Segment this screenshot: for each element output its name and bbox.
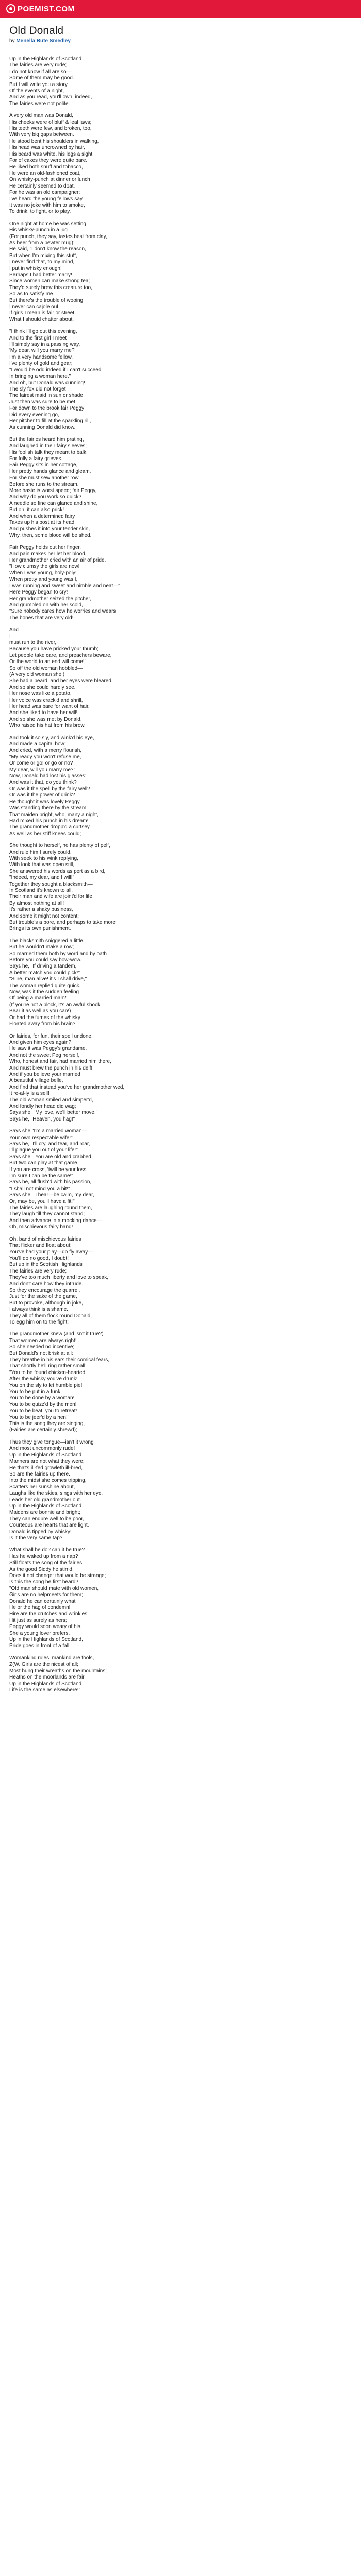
poem-line: And then advance in a mocking dance— xyxy=(9,1217,102,1224)
poem-line: Fair Peggy sits in her cottage, xyxy=(9,462,78,468)
poem-line: Oh, band of mischievous fairies xyxy=(9,1236,81,1242)
poem-line: Just for the sake of the game, xyxy=(9,1294,77,1300)
poem-line: But he wouldn't make a row; xyxy=(9,944,74,951)
poem-line: The woman replied quite quick. xyxy=(9,982,81,989)
poem-line: On whisky-punch at dinner or lunch xyxy=(9,177,90,183)
poem-line: He that's ill-fed growleth ill-bred, xyxy=(9,1465,83,1471)
poem-line: And when a determined fairy xyxy=(9,513,75,519)
poem-line: Is this the song he first heard? xyxy=(9,1579,78,1585)
poem-line: If girls I mean is fair or street, xyxy=(9,310,76,316)
poem-line: Thus they give tongue—isn't it wrong xyxy=(9,1439,94,1445)
poem-line: My dear, will you marry me?" xyxy=(9,767,76,773)
poem-line: By almost nothing at all! xyxy=(9,900,64,906)
poem-line: Says she, "My love, we'll better move." xyxy=(9,1110,98,1116)
poem-line: Did every evening go, xyxy=(9,412,59,418)
poem-line: Was standing there by the stream; xyxy=(9,805,88,811)
poem-line: And if you believe your married xyxy=(9,1071,80,1077)
poem-line: She a young lover prefers. xyxy=(9,1630,70,1636)
poem-line: For of cakes they were quite bare. xyxy=(9,158,88,164)
poem-line: And xyxy=(9,627,19,633)
poem-line: You on the sly to let humble pie! xyxy=(9,1382,83,1388)
poem-stanza xyxy=(9,1655,352,1693)
poem-line: Has he waked up from a nap? xyxy=(9,1553,78,1560)
poem-line: The fairies are very rude; xyxy=(9,1268,67,1274)
poem-stanza xyxy=(9,545,352,621)
poem-line: Their man and wife are joint'd for life xyxy=(9,894,92,900)
poem-line: That shortly he'll ring rather small! xyxy=(9,1363,87,1369)
site-header xyxy=(0,0,361,18)
poem-line: But to provoke, although in joke, xyxy=(9,1300,83,1306)
poem-line: Hire are the crutches and wrinkles, xyxy=(9,1611,89,1617)
poem-line: For she must sew another row xyxy=(9,475,79,481)
poem-line: must run to the river, xyxy=(9,639,57,646)
poem-line: Says he, "I'll cry, and tear, and roar, xyxy=(9,1141,90,1147)
poem-line: Maidens are bonnie and bright; xyxy=(9,1510,80,1516)
poem-line: Leads her old grandmother out. xyxy=(9,1497,81,1503)
poem-byline xyxy=(9,38,352,44)
poem-line: When pretty and young was I, xyxy=(9,577,78,583)
poem-line: I've heard the young fellows say xyxy=(9,196,83,202)
poem-line: I'm a very handsome fellow, xyxy=(9,354,73,360)
poem-line: That maiden bright, who, many a night, xyxy=(9,811,99,818)
poem-line: His beard was white, his legs a sight, xyxy=(9,151,94,157)
poem-line: Her pretty hands glance and gleam, xyxy=(9,468,91,474)
poem-line: I xyxy=(9,633,11,639)
poem-line: I was running and sweet and nimble and neat—" xyxy=(9,583,120,589)
poem-line: Peggy would soon weary of his, xyxy=(9,1624,82,1630)
poem-line: I never find that, to my mind, xyxy=(9,259,75,265)
poem-line: You to be quizz'd by the men! xyxy=(9,1401,77,1408)
poem-line: Just then was sure to be met xyxy=(9,399,75,405)
poem-line: Her grandmother cried with an air of pride, xyxy=(9,557,106,564)
poem-line: And laughed in their fairy sleeves; xyxy=(9,443,87,449)
poem-line: Womankind rules, mankind are fools, xyxy=(9,1655,94,1661)
poem-body xyxy=(9,56,352,1693)
poem-line: She thought to herself, he has plenty of pelf, xyxy=(9,843,110,849)
poem-line: This is the song they are singing, xyxy=(9,1421,85,1427)
poem-line: Perhaps I had better marry! xyxy=(9,272,72,278)
byline-prefix: by xyxy=(9,38,15,44)
poem-line: 'My dear, will you marry me?' xyxy=(9,348,76,354)
poem-line: Together they sought a blacksmith— xyxy=(9,881,93,887)
poem-line: What shall he do? can it be true? xyxy=(9,1547,85,1553)
poem-line: He said, "I don't know the reason, xyxy=(9,246,86,252)
poem-line: What I should chatter about. xyxy=(9,316,74,323)
poem-line: Up in the Highlands of Scotland, xyxy=(9,1637,83,1643)
poem-line: Says he, all flush'd with his passion, xyxy=(9,1179,92,1185)
poem-line: And took it so sly, and wink'd his eye, xyxy=(9,735,94,741)
author-link[interactable]: Menella Bute Smedley xyxy=(16,38,71,44)
poem-stanza xyxy=(9,627,352,730)
poem-line: In Scotland it's known to all, xyxy=(9,887,73,893)
poem-line: They can endure well to be poor, xyxy=(9,1516,85,1522)
poem-line: Of being a married man? xyxy=(9,995,67,1002)
poem-line: Of the events of a night, xyxy=(9,88,64,94)
poem-line: Or had the fumes of the whisky xyxy=(9,1014,80,1021)
poem-line: It's rather a shaky business, xyxy=(9,907,73,913)
poem-line: And some it might not content; xyxy=(9,913,79,919)
poem-line: Or come or go! or go or no? xyxy=(9,760,73,767)
poem-line: Hit just as surely as hers; xyxy=(9,1617,67,1623)
poem-line: It was no joke with him to smoke, xyxy=(9,202,85,208)
poem-line: So as to satisfy me. xyxy=(9,291,55,297)
poem-line: And so she could hardly see. xyxy=(9,684,76,690)
poem-line: A very old man was Donald, xyxy=(9,113,73,119)
poem-line: And oh, but Donald was cunning! xyxy=(9,380,85,386)
poem-line: "Sure, man alive! it's I shall drive," xyxy=(9,976,87,982)
poem-line: To egg him on to the fight; xyxy=(9,1319,69,1325)
poem-line: Says she, "I hear—be calm, my dear, xyxy=(9,1192,94,1198)
site-logo[interactable] xyxy=(6,4,75,13)
poem-line: Donald he can certainly what xyxy=(9,1598,76,1604)
poem-line: "I would be odd indeed if I can't succeed xyxy=(9,367,102,373)
poem-line: Her nose was like a potato, xyxy=(9,691,72,697)
poem-line: I do not know if all are so— xyxy=(9,69,72,75)
poem-line: But two can play at that game. xyxy=(9,1160,79,1166)
poem-line: They laugh till they cannot stand; xyxy=(9,1211,85,1217)
poem-line: They all of them flock round Donald, xyxy=(9,1313,92,1319)
poem-line: So off the old woman hobbled— xyxy=(9,665,83,671)
poem-line: You to be jeer'd by a hen!" xyxy=(9,1414,70,1420)
poem-line: And find that instead you've her grandmother wed, xyxy=(9,1084,125,1090)
poem-line: As well as her stiff knees could; xyxy=(9,831,81,837)
poem-line: You to be beat! you to retreat! xyxy=(9,1408,77,1414)
poem-line: So are the fairies up there. xyxy=(9,1471,70,1477)
poem-line: The fairest maid in sun or shade xyxy=(9,393,83,399)
poem-stanza xyxy=(9,329,352,431)
poem-line: She had a beard, and her eyes were bleared, xyxy=(9,678,113,684)
poem-line: Oh, mischievous fairy band! xyxy=(9,1224,73,1230)
poem-line: And so she was met by Donald, xyxy=(9,716,82,722)
poem-line: "Old man should mate with old women, xyxy=(9,1585,99,1591)
poem-line: Does it not change: that would be strange; xyxy=(9,1573,106,1579)
poem-line: I never can cajole out, xyxy=(9,304,60,310)
poem-line: (If you're not a block, it's an awful shock; xyxy=(9,1002,102,1008)
poem-line: "I shall not mind you a bit!" xyxy=(9,1185,70,1192)
poem-line: Up in the Highlands of Scotland xyxy=(9,56,82,62)
poem-line: But trouble's a bore, and perhaps to take more xyxy=(9,920,116,925)
poem-line: He thought it was lovely Peggy xyxy=(9,799,80,805)
poem-line: He liked both snuff and tobacco, xyxy=(9,164,83,170)
poem-stanza xyxy=(9,221,352,324)
poem-line: As the good Siddy he stirr'd, xyxy=(9,1566,74,1572)
poem-line: The fairies were not polite. xyxy=(9,100,70,107)
poem-line: His whisky-punch in a jug xyxy=(9,227,68,233)
poem-line: And most uncommonly rude! xyxy=(9,1446,75,1452)
poem-line: His head was uncrowned by hair, xyxy=(9,145,85,151)
poem-line: Up in the Highlands of Scotland xyxy=(9,1452,82,1458)
poem-line: Had mixed his punch in his dream! xyxy=(9,818,89,824)
poem-line: A better match you could pick!" xyxy=(9,970,80,976)
poem-line: To drink, to fight, or to play. xyxy=(9,209,71,215)
poem-line: That flicker and float about; xyxy=(9,1243,72,1249)
poem-line: Your own respectable wife!" xyxy=(9,1134,73,1141)
poem-line: I'm sure I can be the same!" xyxy=(9,1173,73,1179)
poem-line: Her voice was crack'd and shrill, xyxy=(9,697,83,703)
poem-line: The fairies are very rude; xyxy=(9,62,67,69)
poem-line: Life is the same as elsewhere!" xyxy=(9,1687,81,1693)
poem-line: The bones that are very old! xyxy=(9,615,74,621)
poem-line: In bringing a woman here." xyxy=(9,374,71,380)
poem-line: Or was it the spell by the fairy well? xyxy=(9,786,90,792)
poem-line: And she liked to have her will! xyxy=(9,710,78,716)
poem-line: For folly a fairy grieves. xyxy=(9,455,63,462)
poem-line: Floated away from his brain? xyxy=(9,1021,76,1027)
poem-line: Or fairies, for fun, their spell undone, xyxy=(9,1033,93,1039)
poem-line: Who, honest and fair, had married him there, xyxy=(9,1059,111,1065)
poem-line: But Donald's not brisk at all: xyxy=(9,1350,73,1357)
poem-line: So married them both by word and by oath xyxy=(9,951,107,957)
poem-line: For down to the brook fair Peggy xyxy=(9,405,85,412)
poem-line: And why do you work so quick? xyxy=(9,494,82,500)
poem-line: Girls are no helpmeets for them; xyxy=(9,1592,83,1598)
poem-line: With look that was open still, xyxy=(9,862,75,868)
poem-line: Some of them may be good. xyxy=(9,75,74,81)
poem-line: He saw it was Peggy's grandame, xyxy=(9,1046,87,1052)
poem-line: Why, then, some blood will be shed. xyxy=(9,532,92,538)
poem-line: Donald is tipped by whisky! xyxy=(9,1529,72,1535)
poem-stanza xyxy=(9,1033,352,1123)
poem-line: You to be done by a woman! xyxy=(9,1395,75,1401)
poem-line: And was it that, do you think? xyxy=(9,779,77,786)
poem-line: He or the hag of condemn! xyxy=(9,1605,71,1611)
poem-line: Still floats the song of the fairies xyxy=(9,1560,83,1566)
poem-line: Says he, "If driving a tandem, xyxy=(9,963,77,970)
poem-line: Says he, "Heaven, you hag!" xyxy=(9,1116,75,1122)
poem-stanza xyxy=(9,1547,352,1650)
poem-line: Laughs like the skies, sings with her eye, xyxy=(9,1490,103,1497)
poem-stanza xyxy=(9,113,352,215)
poem-line: "Sure nobody cares how he worries and wears xyxy=(9,608,116,615)
poem-line: Says she "I'm a married woman— xyxy=(9,1128,87,1134)
poem-line: Scatters her sunshine about, xyxy=(9,1484,75,1490)
poem-line: "How clumsy the girls are now! xyxy=(9,564,80,570)
poem-line: And not the sweet Peg herself, xyxy=(9,1052,80,1058)
poem-line: "My ready you won't refuse me, xyxy=(9,754,81,760)
poem-line: And made a capital bow; xyxy=(9,741,66,748)
poem-line: Her head was bare for want of hair, xyxy=(9,704,90,709)
poem-line: But oh, it can also prick! xyxy=(9,507,64,513)
poem-line: Up in the Highlands of Scotland xyxy=(9,1503,82,1509)
poem-line: I put in whisky enough! xyxy=(9,265,62,272)
poem-line: He were an old-fashioned coat, xyxy=(9,170,81,176)
poem-line: They'd surely brew this creature too, xyxy=(9,284,92,291)
poem-line: The grandmother knew (and isn't it true?) xyxy=(9,1331,104,1337)
poem-line: As beer from a pewter mug); xyxy=(9,240,75,246)
poem-line: And must brew the punch in his delf! xyxy=(9,1065,93,1071)
poem-line: And pushes it into your tender skin, xyxy=(9,526,90,532)
poem-line: Let people take care, and preachers beware, xyxy=(9,652,112,658)
poem-line: I'll plague you out of your life!" xyxy=(9,1147,78,1154)
poem-line: When I was young, holy-poly! xyxy=(9,570,77,576)
poem-line: That women are always right! xyxy=(9,1337,77,1344)
poem-line: Takes up his post at its head, xyxy=(9,520,76,526)
poem-line: And don't care how they intrude. xyxy=(9,1281,84,1287)
poem-line: His teeth were few, and broken, too, xyxy=(9,126,92,132)
poem-line: And rule him I surely could. xyxy=(9,849,72,855)
logo-icon xyxy=(6,4,15,13)
poem-line: So she needed no incentive; xyxy=(9,1344,75,1350)
poem-line: The blacksmith sniggered a little, xyxy=(9,938,85,944)
poem-stanza xyxy=(9,843,352,933)
poem-line: It re-al-ly is a sell! xyxy=(9,1091,50,1097)
poem-line: Manners are not what they were; xyxy=(9,1459,85,1465)
poem-line: So they encourage the quarrel, xyxy=(9,1287,80,1293)
poem-line: After the whisky you've drunk! xyxy=(9,1376,78,1382)
poem-line: Into the midst she comes tripping, xyxy=(9,1478,87,1484)
poem-line: And to the first girl I meet xyxy=(9,335,67,341)
poem-line: But the fairies heard him prating, xyxy=(9,436,84,443)
poem-line: Up in the Highlands of Scotland xyxy=(9,1681,82,1687)
poem-line: One night at home he was setting xyxy=(9,221,86,227)
poem-line: Who raised his hat from his brow, xyxy=(9,723,86,729)
poem-stanza xyxy=(9,1331,352,1434)
poem-line: And cried, with a merry flourish, xyxy=(9,748,82,754)
poem-content xyxy=(0,18,361,1693)
poem-line: Pride goes in front of a fall. xyxy=(9,1643,71,1649)
poem-line: And pain makes her let her blood, xyxy=(9,551,87,557)
poem-line: Her grandmother seized the pitcher, xyxy=(9,596,91,602)
poem-line: The sly fox did not forget xyxy=(9,386,66,392)
poem-line: More haste is worst speed; fair Peggy, xyxy=(9,488,97,494)
poem-line: And as you read, you'll own, indeed, xyxy=(9,94,92,100)
poem-line: But there's the trouble of wooing; xyxy=(9,297,85,303)
logo-text: POEMIST.COM xyxy=(18,4,75,13)
poem-line: If you are cross, 'twill be your loss; xyxy=(9,1166,88,1173)
poem-line: Since women can make strong tea; xyxy=(9,278,90,284)
poem-line: She answered his words as pert as a bird, xyxy=(9,868,106,874)
poem-line: Fair Peggy holds out her finger, xyxy=(9,545,81,551)
poem-line: They've too much liberty and love to speak, xyxy=(9,1275,109,1281)
poem-line: Z(W. Girls are the nicest of all; xyxy=(9,1662,78,1668)
poem-line: "You to be found chicken-hearted, xyxy=(9,1369,87,1376)
poem-line: Is it the very same tap? xyxy=(9,1535,63,1541)
poem-line: The grandmother dropp'd a curtsey xyxy=(9,824,90,831)
poem-line: "Indeed, my dear, and I will!" xyxy=(9,875,75,881)
poem-line: (Fairies are certainly shrewd); xyxy=(9,1427,77,1433)
poem-line: The old woman smiled and simper'd, xyxy=(9,1097,93,1103)
poem-line: I've plenty of gold and gear; xyxy=(9,361,73,367)
poem-line: Heaths on the moorlands are fair. xyxy=(9,1674,86,1681)
poem-line: Brings its own punishment. xyxy=(9,926,71,932)
poem-line: I always think is a shame. xyxy=(9,1307,68,1313)
poem-line: Says she, "You are old and crabbed, xyxy=(9,1154,93,1160)
poem-line: I'll simply say in a passing way, xyxy=(9,342,80,348)
poem-line: Courteous are hearts that are light. xyxy=(9,1522,89,1529)
poem-line: Bear it as well as you can!) xyxy=(9,1008,71,1014)
poem-line: (For punch, they say, tastes best from clay, xyxy=(9,233,107,240)
poem-line: His foolish talk they meant to balk, xyxy=(9,449,88,455)
poem-line: Or the world to an end will come!" xyxy=(9,659,87,665)
poem-line: (A very old woman she;) xyxy=(9,671,65,677)
poem-line: He stood bent his shoulders in walking, xyxy=(9,138,99,144)
poem-line: Or, may be, you'll have a fit!" xyxy=(9,1198,75,1205)
poem-stanza xyxy=(9,938,352,1028)
poem-line: He certainly seemed to doat. xyxy=(9,183,75,189)
poem-line: The fairies are laughing round them, xyxy=(9,1205,92,1211)
poem-line: And fondly her head did wag; xyxy=(9,1103,76,1109)
poem-line: His cheeks were of bluff & leal laws; xyxy=(9,119,92,125)
poem-line: Here Peggy began to cry! xyxy=(9,589,68,596)
poem-line: And grumbled on with her scold, xyxy=(9,602,83,608)
poem-stanza xyxy=(9,437,352,539)
poem-stanza xyxy=(9,1236,352,1326)
poem-line: You to be put in a funk! xyxy=(9,1389,62,1395)
poem-line: Or was it the power of drink? xyxy=(9,792,75,799)
poem-line: Now, was it the sudden feeling xyxy=(9,989,79,995)
poem-line: But I will write you a story xyxy=(9,81,68,88)
poem-title: Old Donald xyxy=(9,25,64,37)
poem-line: As cunning Donald did know. xyxy=(9,425,76,431)
poem-line: But up in the Scottish Highlands xyxy=(9,1262,83,1268)
poem-stanza xyxy=(9,735,352,838)
poem-line: Because you have pricked your thumb; xyxy=(9,646,99,652)
poem-line: With seek to his wink replying, xyxy=(9,855,78,861)
poem-line: Before you could say bow-wow. xyxy=(9,957,82,963)
poem-line: Now, Donald had lost his glasses; xyxy=(9,773,87,779)
poem-line: Before she runs to the stream. xyxy=(9,481,79,487)
poem-line: And given him eyes again? xyxy=(9,1039,72,1045)
poem-line: For he was an old campaigner; xyxy=(9,190,80,196)
poem-line: They breathe in his ears their comical fears, xyxy=(9,1357,109,1363)
poem-line: "I think I'll go out this evening, xyxy=(9,329,77,335)
poem-line: With very big gaps between. xyxy=(9,132,74,138)
poem-stanza xyxy=(9,56,352,107)
poem-line: But when I'm mixing this stuff, xyxy=(9,252,77,259)
poem-line: You'll do no good, I doubt! xyxy=(9,1255,69,1261)
poem-stanza xyxy=(9,1439,352,1542)
poem-line: Most hung their wreaths on the mountains; xyxy=(9,1668,107,1674)
poem-line: A beautiful village belle, xyxy=(9,1078,63,1084)
poem-line: Her pitcher to fill at the sparkling rill, xyxy=(9,418,91,424)
poem-line: You've had your play—do fly away— xyxy=(9,1249,93,1255)
poem-line: A needle so fine can glance and shine, xyxy=(9,500,98,506)
poem-stanza xyxy=(9,1128,352,1231)
